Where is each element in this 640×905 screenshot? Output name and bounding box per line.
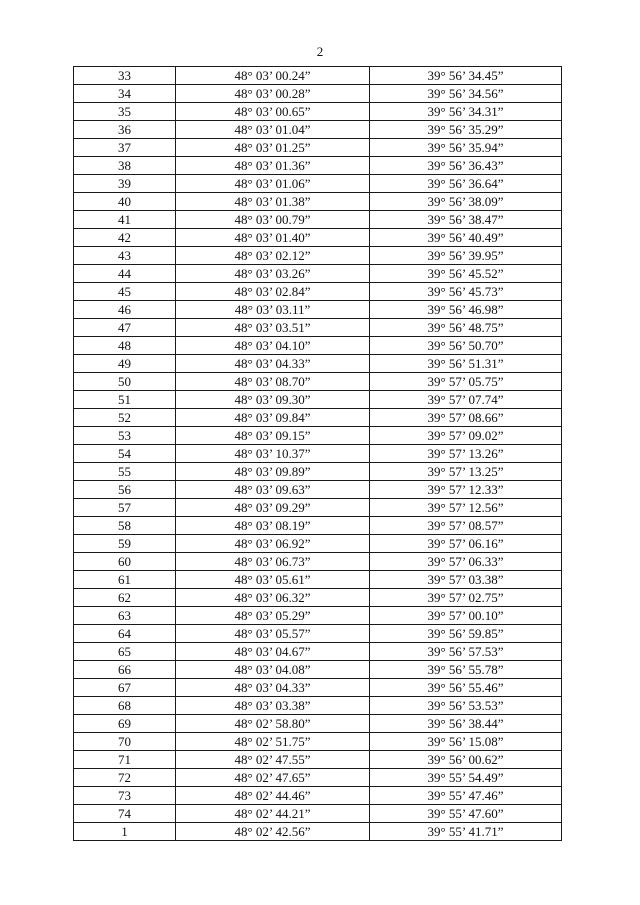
longitude-cell: 39° 56’ 55.46”: [370, 679, 562, 697]
point-number-cell: 72: [74, 769, 176, 787]
point-number-cell: 73: [74, 787, 176, 805]
point-number-cell: 70: [74, 733, 176, 751]
longitude-cell: 39° 56’ 34.45”: [370, 67, 562, 85]
table-row: [74, 427, 562, 445]
point-number-cell: 54: [74, 445, 176, 463]
table-row: [74, 535, 562, 553]
table-row: [74, 769, 562, 787]
table-row: [74, 679, 562, 697]
table-row: [74, 463, 562, 481]
latitude-cell: 48° 03’ 02.12”: [176, 247, 370, 265]
point-number-cell: 34: [74, 85, 176, 103]
point-number-cell: 40: [74, 193, 176, 211]
point-number-cell: 36: [74, 121, 176, 139]
table-row: [74, 805, 562, 823]
longitude-cell: 39° 57’ 06.33”: [370, 553, 562, 571]
point-number-cell: 66: [74, 661, 176, 679]
point-number-cell: 1: [74, 823, 176, 841]
table-row: [74, 553, 562, 571]
point-number-cell: 49: [74, 355, 176, 373]
table-row: [74, 697, 562, 715]
table-row: [74, 643, 562, 661]
longitude-cell: 39° 56’ 55.78”: [370, 661, 562, 679]
longitude-cell: 39° 57’ 00.10”: [370, 607, 562, 625]
point-number-cell: 57: [74, 499, 176, 517]
longitude-cell: 39° 56’ 53.53”: [370, 697, 562, 715]
point-number-cell: 51: [74, 391, 176, 409]
point-number-cell: 56: [74, 481, 176, 499]
table-row: [74, 787, 562, 805]
point-number-cell: 44: [74, 265, 176, 283]
table-row: [74, 373, 562, 391]
table-row: [74, 355, 562, 373]
latitude-cell: 48° 03’ 00.79”: [176, 211, 370, 229]
latitude-cell: 48° 03’ 06.73”: [176, 553, 370, 571]
longitude-cell: 39° 56’ 40.49”: [370, 229, 562, 247]
table-row: [74, 661, 562, 679]
latitude-cell: 48° 03’ 04.10”: [176, 337, 370, 355]
latitude-cell: 48° 03’ 03.11”: [176, 301, 370, 319]
table-row: [74, 301, 562, 319]
coordinates-table: [73, 66, 562, 841]
latitude-cell: 48° 03’ 01.04”: [176, 121, 370, 139]
latitude-cell: 48° 03’ 09.29”: [176, 499, 370, 517]
table-row: [74, 265, 562, 283]
page-number: 2: [316, 44, 324, 59]
point-number-cell: 53: [74, 427, 176, 445]
longitude-cell: 39° 56’ 51.31”: [370, 355, 562, 373]
longitude-cell: 39° 57’ 02.75”: [370, 589, 562, 607]
longitude-cell: 39° 57’ 12.33”: [370, 481, 562, 499]
point-number-cell: 50: [74, 373, 176, 391]
latitude-cell: 48° 02’ 44.46”: [176, 787, 370, 805]
latitude-cell: 48° 03’ 01.25”: [176, 139, 370, 157]
longitude-cell: 39° 56’ 35.94”: [370, 139, 562, 157]
table-row: [74, 715, 562, 733]
point-number-cell: 39: [74, 175, 176, 193]
point-number-cell: 74: [74, 805, 176, 823]
table-row: [74, 193, 562, 211]
latitude-cell: 48° 02’ 42.56”: [176, 823, 370, 841]
latitude-cell: 48° 03’ 00.28”: [176, 85, 370, 103]
longitude-cell: 39° 57’ 13.25”: [370, 463, 562, 481]
point-number-cell: 48: [74, 337, 176, 355]
longitude-cell: 39° 56’ 15.08”: [370, 733, 562, 751]
table-row: [74, 571, 562, 589]
latitude-cell: 48° 03’ 09.15”: [176, 427, 370, 445]
table-row: [74, 445, 562, 463]
longitude-cell: 39° 57’ 12.56”: [370, 499, 562, 517]
point-number-cell: 60: [74, 553, 176, 571]
table-row: [74, 607, 562, 625]
longitude-cell: 39° 56’ 35.29”: [370, 121, 562, 139]
point-number-cell: 64: [74, 625, 176, 643]
latitude-cell: 48° 03’ 03.38”: [176, 697, 370, 715]
point-number-cell: 43: [74, 247, 176, 265]
table-row: [74, 625, 562, 643]
point-number-cell: 52: [74, 409, 176, 427]
latitude-cell: 48° 03’ 03.26”: [176, 265, 370, 283]
table-row: [74, 337, 562, 355]
table-row: [74, 733, 562, 751]
point-number-cell: 58: [74, 517, 176, 535]
longitude-cell: 39° 56’ 48.75”: [370, 319, 562, 337]
longitude-cell: 39° 57’ 06.16”: [370, 535, 562, 553]
point-number-cell: 59: [74, 535, 176, 553]
point-number-cell: 65: [74, 643, 176, 661]
table-row: [74, 139, 562, 157]
longitude-cell: 39° 56’ 36.64”: [370, 175, 562, 193]
latitude-cell: 48° 03’ 04.33”: [176, 355, 370, 373]
latitude-cell: 48° 03’ 04.33”: [176, 679, 370, 697]
latitude-cell: 48° 03’ 08.19”: [176, 517, 370, 535]
latitude-cell: 48° 03’ 10.37”: [176, 445, 370, 463]
point-number-cell: 61: [74, 571, 176, 589]
latitude-cell: 48° 03’ 04.08”: [176, 661, 370, 679]
latitude-cell: 48° 03’ 06.92”: [176, 535, 370, 553]
latitude-cell: 48° 03’ 05.29”: [176, 607, 370, 625]
longitude-cell: 39° 56’ 59.85”: [370, 625, 562, 643]
table-row: [74, 121, 562, 139]
latitude-cell: 48° 03’ 05.61”: [176, 571, 370, 589]
latitude-cell: 48° 02’ 51.75”: [176, 733, 370, 751]
latitude-cell: 48° 03’ 09.63”: [176, 481, 370, 499]
longitude-cell: 39° 56’ 00.62”: [370, 751, 562, 769]
longitude-cell: 39° 56’ 50.70”: [370, 337, 562, 355]
coordinates-table-body: [74, 67, 562, 841]
latitude-cell: 48° 03’ 05.57”: [176, 625, 370, 643]
longitude-cell: 39° 55’ 41.71”: [370, 823, 562, 841]
point-number-cell: 35: [74, 103, 176, 121]
longitude-cell: 39° 56’ 46.98”: [370, 301, 562, 319]
point-number-cell: 68: [74, 697, 176, 715]
table-row: [74, 283, 562, 301]
table-row: [74, 229, 562, 247]
longitude-cell: 39° 56’ 38.47”: [370, 211, 562, 229]
table-row: [74, 211, 562, 229]
table-row: [74, 175, 562, 193]
latitude-cell: 48° 03’ 01.40”: [176, 229, 370, 247]
latitude-cell: 48° 03’ 09.89”: [176, 463, 370, 481]
point-number-cell: 47: [74, 319, 176, 337]
table-row: [74, 85, 562, 103]
longitude-cell: 39° 55’ 47.46”: [370, 787, 562, 805]
longitude-cell: 39° 57’ 09.02”: [370, 427, 562, 445]
longitude-cell: 39° 55’ 47.60”: [370, 805, 562, 823]
latitude-cell: 48° 03’ 02.84”: [176, 283, 370, 301]
table-row: [74, 517, 562, 535]
point-number-cell: 38: [74, 157, 176, 175]
table-row: [74, 823, 562, 841]
point-number-cell: 42: [74, 229, 176, 247]
longitude-cell: 39° 56’ 57.53”: [370, 643, 562, 661]
table-row: [74, 391, 562, 409]
longitude-cell: 39° 57’ 07.74”: [370, 391, 562, 409]
longitude-cell: 39° 57’ 03.38”: [370, 571, 562, 589]
longitude-cell: 39° 56’ 38.09”: [370, 193, 562, 211]
point-number-cell: 63: [74, 607, 176, 625]
point-number-cell: 37: [74, 139, 176, 157]
point-number-cell: 62: [74, 589, 176, 607]
table-row: [74, 751, 562, 769]
latitude-cell: 48° 03’ 06.32”: [176, 589, 370, 607]
longitude-cell: 39° 57’ 05.75”: [370, 373, 562, 391]
longitude-cell: 39° 56’ 34.56”: [370, 85, 562, 103]
table-row: [74, 481, 562, 499]
latitude-cell: 48° 03’ 00.24”: [176, 67, 370, 85]
point-number-cell: 67: [74, 679, 176, 697]
table-row: [74, 409, 562, 427]
latitude-cell: 48° 02’ 58.80”: [176, 715, 370, 733]
latitude-cell: 48° 03’ 01.06”: [176, 175, 370, 193]
longitude-cell: 39° 56’ 36.43”: [370, 157, 562, 175]
longitude-cell: 39° 57’ 08.57”: [370, 517, 562, 535]
latitude-cell: 48° 03’ 09.84”: [176, 409, 370, 427]
point-number-cell: 55: [74, 463, 176, 481]
latitude-cell: 48° 02’ 47.65”: [176, 769, 370, 787]
table-row: [74, 319, 562, 337]
latitude-cell: 48° 03’ 00.65”: [176, 103, 370, 121]
point-number-cell: 41: [74, 211, 176, 229]
longitude-cell: 39° 55’ 54.49”: [370, 769, 562, 787]
point-number-cell: 71: [74, 751, 176, 769]
latitude-cell: 48° 03’ 03.51”: [176, 319, 370, 337]
table-row: [74, 157, 562, 175]
latitude-cell: 48° 03’ 04.67”: [176, 643, 370, 661]
latitude-cell: 48° 02’ 44.21”: [176, 805, 370, 823]
longitude-cell: 39° 56’ 34.31”: [370, 103, 562, 121]
table-row: [74, 67, 562, 85]
point-number-cell: 45: [74, 283, 176, 301]
point-number-cell: 33: [74, 67, 176, 85]
table-row: [74, 499, 562, 517]
longitude-cell: 39° 56’ 39.95”: [370, 247, 562, 265]
point-number-cell: 69: [74, 715, 176, 733]
table-row: [74, 103, 562, 121]
latitude-cell: 48° 02’ 47.55”: [176, 751, 370, 769]
table-row: [74, 589, 562, 607]
latitude-cell: 48° 03’ 01.36”: [176, 157, 370, 175]
point-number-cell: 46: [74, 301, 176, 319]
longitude-cell: 39° 56’ 45.73”: [370, 283, 562, 301]
latitude-cell: 48° 03’ 01.38”: [176, 193, 370, 211]
longitude-cell: 39° 57’ 08.66”: [370, 409, 562, 427]
latitude-cell: 48° 03’ 09.30”: [176, 391, 370, 409]
longitude-cell: 39° 57’ 13.26”: [370, 445, 562, 463]
latitude-cell: 48° 03’ 08.70”: [176, 373, 370, 391]
longitude-cell: 39° 56’ 45.52”: [370, 265, 562, 283]
table-row: [74, 247, 562, 265]
longitude-cell: 39° 56’ 38.44”: [370, 715, 562, 733]
